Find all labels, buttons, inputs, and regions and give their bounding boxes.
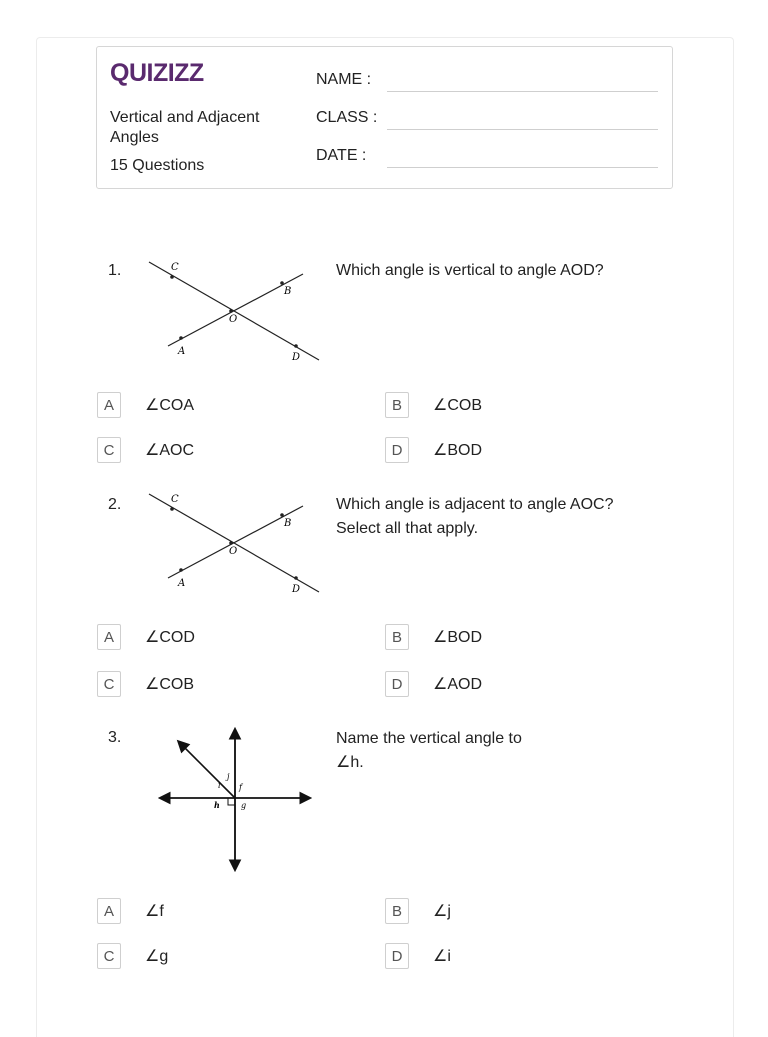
question-1-option-a[interactable] xyxy=(97,392,194,418)
point-b xyxy=(280,281,284,285)
question-2-option-d[interactable] xyxy=(385,671,482,697)
label-c: C xyxy=(171,262,179,273)
question-1-option-c[interactable] xyxy=(97,437,194,463)
option-letter: B xyxy=(385,898,409,924)
question-3-option-c[interactable] xyxy=(97,943,168,969)
label-j: j xyxy=(227,772,230,781)
point-a xyxy=(179,336,183,340)
question-2-figure xyxy=(145,490,325,600)
option-text: ∠AOD xyxy=(433,676,483,693)
point-d xyxy=(294,576,298,580)
option-text: ∠f xyxy=(145,903,164,920)
point-o xyxy=(229,541,233,545)
option-text: ∠AOC xyxy=(145,442,195,459)
option-letter: C xyxy=(97,671,121,697)
label-b: B xyxy=(284,518,292,529)
question-count: 15 Questions xyxy=(110,157,205,174)
question-1-number: 1. xyxy=(108,262,122,279)
option-text: ∠COA xyxy=(145,397,195,414)
question-3-option-a[interactable] xyxy=(97,898,164,924)
option-text: ∠BOD xyxy=(433,629,483,646)
option-letter: A xyxy=(97,624,121,650)
option-letter: B xyxy=(385,624,409,650)
question-3-option-d[interactable] xyxy=(385,943,451,969)
point-d xyxy=(294,344,298,348)
label-d: D xyxy=(292,584,301,595)
option-letter: D xyxy=(385,943,409,969)
date-blank-line xyxy=(387,167,658,168)
label-i: i xyxy=(218,781,221,790)
label-a: A xyxy=(178,578,186,589)
point-c xyxy=(170,275,174,279)
option-text: ∠COB xyxy=(145,676,195,693)
point-c xyxy=(170,507,174,511)
label-f: f xyxy=(239,783,242,792)
option-letter: A xyxy=(97,898,121,924)
option-letter: C xyxy=(97,437,121,463)
question-1-figure xyxy=(145,258,325,368)
question-3-option-b[interactable] xyxy=(385,898,451,924)
quizizz-logo: QUIZIZZ xyxy=(110,59,204,87)
question-1-text: Which angle is vertical to angle AOD? xyxy=(336,262,604,279)
name-blank-line xyxy=(387,91,658,92)
option-letter: C xyxy=(97,943,121,969)
option-text: ∠i xyxy=(433,948,451,965)
label-g: g xyxy=(241,801,247,810)
label-c: C xyxy=(171,494,179,505)
date-field xyxy=(316,147,366,165)
option-text: ∠COB xyxy=(433,397,483,414)
option-text: ∠COD xyxy=(145,629,195,646)
option-text: ∠j xyxy=(433,903,451,920)
name-field xyxy=(316,71,371,89)
question-2-option-c[interactable] xyxy=(97,671,194,697)
name-label: NAME : xyxy=(316,71,372,88)
point-o xyxy=(229,309,233,313)
quiz-title: Vertical and Adjacent Angles xyxy=(110,109,260,146)
question-2-number: 2. xyxy=(108,496,122,513)
question-2-text: Which angle is adjacent to angle AOC? Select all that apply. xyxy=(336,496,614,537)
question-2-option-b[interactable] xyxy=(385,624,482,650)
point-a xyxy=(179,568,183,572)
class-field xyxy=(316,109,377,127)
class-label: CLASS : xyxy=(316,109,378,126)
option-text: ∠BOD xyxy=(433,442,483,459)
label-h: h xyxy=(214,800,220,810)
option-letter: B xyxy=(385,392,409,418)
label-d: D xyxy=(292,352,301,363)
date-label: DATE : xyxy=(316,147,367,164)
option-letter: A xyxy=(97,392,121,418)
label-o: O xyxy=(229,546,238,557)
class-blank-line xyxy=(387,129,658,130)
option-letter: D xyxy=(385,437,409,463)
question-2-option-a[interactable] xyxy=(97,624,195,650)
point-b xyxy=(280,513,284,517)
option-letter: D xyxy=(385,671,409,697)
question-3-number: 3. xyxy=(108,729,122,746)
question-3-text: Name the vertical angle to ∠h. xyxy=(336,730,522,771)
label-b: B xyxy=(284,286,292,297)
right-angle-mark xyxy=(228,798,235,805)
option-text: ∠g xyxy=(145,948,169,965)
diagonal-ray xyxy=(179,742,235,798)
label-a: A xyxy=(178,346,186,357)
question-1-option-b[interactable] xyxy=(385,392,482,418)
question-1-option-d[interactable] xyxy=(385,437,482,463)
worksheet-header xyxy=(96,46,673,189)
question-3-figure xyxy=(155,722,315,874)
label-o: O xyxy=(229,314,238,325)
